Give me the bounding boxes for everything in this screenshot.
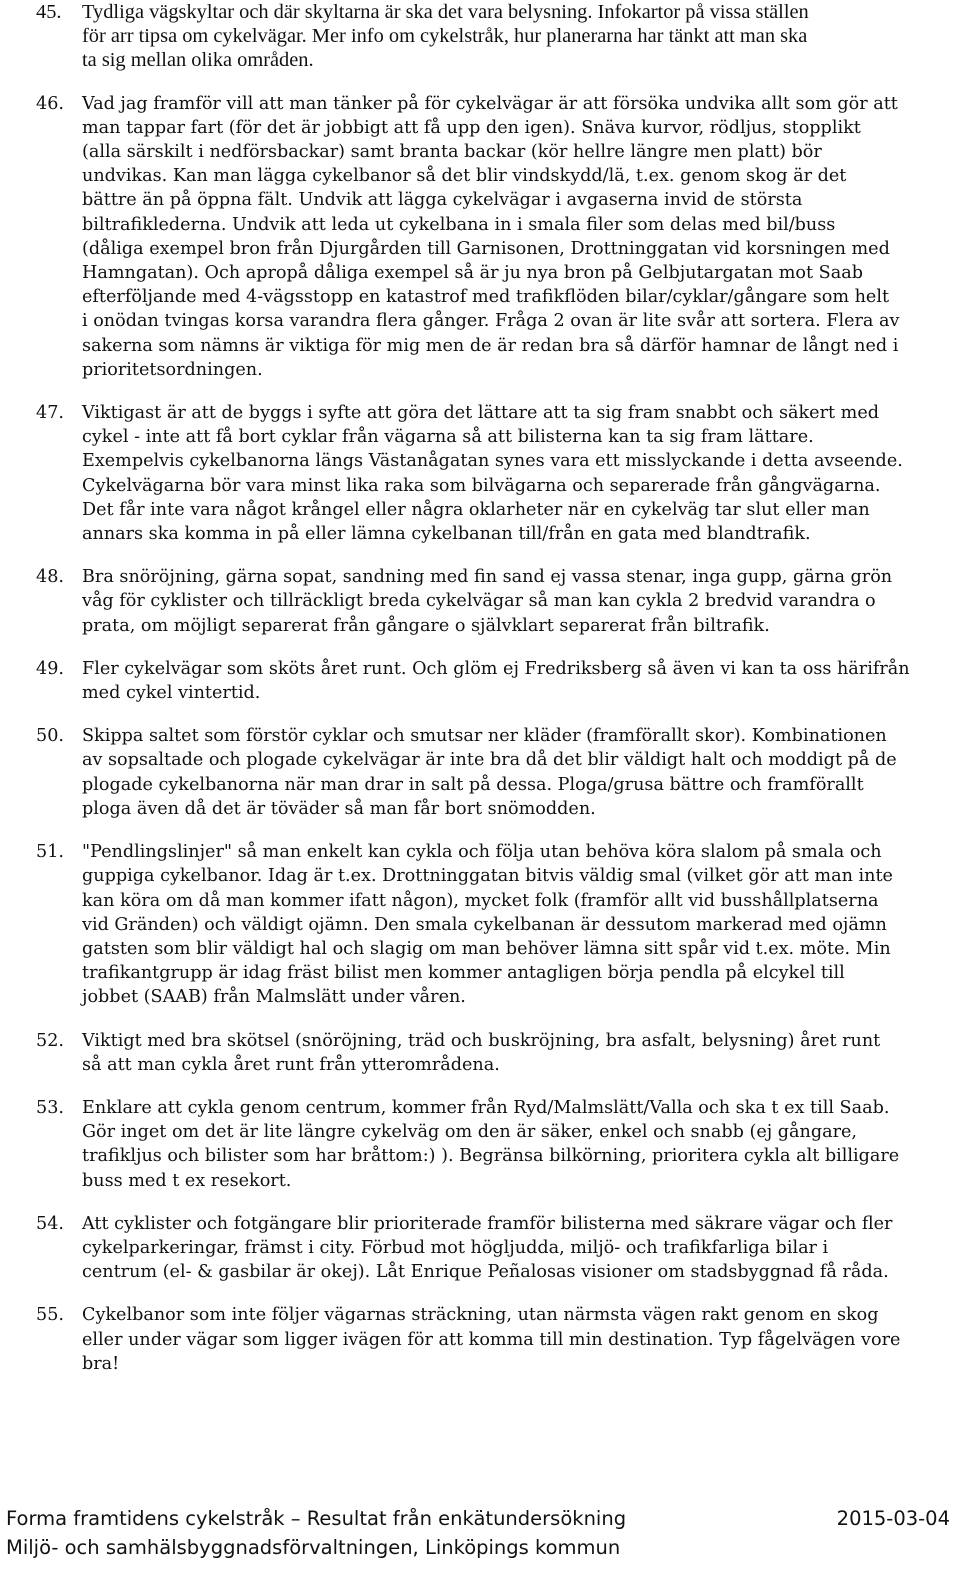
page-footer-organization [6, 1534, 950, 1561]
answer-text: Enklare att cykla genom centrum, kommer från Ryd/Malmslätt/Valla och ska t ex till Saab. Gör inget om det är lite längre cykelväg om den är säker, enkel och snabb (ej gångare, trafikljus och bilister som har bråttom:) ). Begränsa bilkörning, prioritera cykla alt billigare buss med t ex resekort. [82, 1097, 900, 1191]
page-footer [6, 1505, 950, 1532]
answer-text: Viktigt med bra skötsel (snöröjning, träd och buskröjning, bra asfalt, belysning) året runt så att man cykla året runt från ytterområdena. [82, 1030, 881, 1075]
answer-text: Tydliga vägskyltar och där skyltarna är ska det vara belysning. Infokartor på vissa ställen för arr tipsa om cykelvägar. Mer info om cykelstråk, hur planerarna har tänkt att man ska ta sig mellan olika områden. [82, 1, 809, 72]
answer-item-47 [36, 401, 954, 546]
answer-item-54 [36, 1212, 954, 1285]
survey-answers-list [36, 0, 954, 1395]
answer-number: 45. [36, 1, 62, 23]
footer-title-row [6, 1505, 950, 1532]
answer-number: 50. [36, 726, 64, 747]
answer-text: "Pendlingslinjer" så man enkelt kan cykla och följa utan behöva köra slalom på smala och guppiga cykelbanor. Idag är t.ex. Drottninggatan bitvis väldig smal (vilket gör att man inte kan köra om då man kommer ifatt någon), mycket folk (framför allt vid busshållplatserna vid Gränden) och väldigt ojämn. Den smala cykelbanan är dessutom markerad med ojämn gatsten som blir väldigt hal och slagig om man behöver lämna sitt spår vid t.ex. möte. Min trafikantgrupp är idag fräst bilist men kommer antagligen börja pendla på elcykel till jobbet (SAAB) från Malmslätt under våren. [82, 842, 893, 1008]
answer-item-50 [36, 724, 954, 821]
answer-number: 54. [36, 1213, 64, 1234]
answer-text: Fler cykelvägar som sköts året runt. Och glöm ej Fredriksberg så även vi kan ta oss härifrån med cykel vintertid. [82, 658, 910, 704]
answer-text: Viktigast är att de byggs i syfte att göra det lättare att ta sig fram snabbt och säkert med cykel - inte att få bort cyklar från vägarna så att bilisterna kan ta sig fram lättare. Exempelvis cykelbanorna längs Västanågatan synes vara ett misslyckande i detta avseende. Cykelvägarna bör vara minst lika raka som bilvägarna och separerade från gångvägarna. Det får inte vara något krångel eller några oklarheter när en cykelväg tar slut eller man annars ska komma in på eller lämna cykelbanan till/från en gata med blandtrafik. [82, 403, 903, 545]
answer-text: Att cyklister och fotgängare blir prioriterade framför bilisterna med säkrare vägar och fler cykelparkeringar, främst i city. Förbud mot högljudda, miljö- och trafikfarliga bilar i centrum (el- & gasbilar är okej). Låt Enrique Peñalosas visioner om stadsbyggnad få råda. [82, 1213, 893, 1283]
answer-number: 52. [36, 1030, 64, 1051]
answer-number: 53. [36, 1097, 64, 1118]
footer-report-title: Forma framtidens cykelstråk – Resultat från enkätundersökning [6, 1507, 627, 1530]
footer-date: 2015-03-04 [836, 1507, 950, 1530]
answer-text: Vad jag framför vill att man tänker på för cykelvägar är att försöka undvika allt som gör att man tappar fart (för det är jobbigt att få upp den igen). Snäva kurvor, rödljus, stopplikt (alla särskilt i nedförsbackar) samt branta backar (kör hellre längre men platt) bör undvikas. Kan man lägga cykelbanor så det blir vindskydd/lä, t.ex. genom skog är det bättre än på öppna fält. Undvik att lägga cykelvägar i avgaserna invid de största biltrafiklederna. Undvik att leda ut cykelbana in i smala filer som delas med bil/buss (dåliga exempel bron från Djurgården till Garnisonen, Drottninggatan vid korsningen med Hamngatan). Och apropå dåliga exempel så är ju nya bron på Gelbjutargatan mot Saab efterföljande med 4-vägsstopp en katastrof med trafikflöden bilar/cyklar/gångare som helt i onödan tvingas korsa varandra flera gånger. Fråga 2 ovan är lite svår att sortera. Flera av sakerna som nämns är viktiga för mig men de är redan bra så därför hamnar de långt ned i prioritetsordningen. [82, 93, 900, 380]
answer-item-52 [36, 1029, 954, 1077]
answer-number: 51. [36, 842, 64, 863]
answer-number: 48. [36, 567, 64, 588]
answer-item-45 [36, 0, 954, 73]
answer-number: 49. [36, 658, 64, 679]
answer-item-51 [36, 840, 954, 1009]
answer-number: 46. [36, 93, 64, 114]
answer-item-55 [36, 1303, 954, 1376]
answer-text: Cykelbanor som inte följer vägarnas sträckning, utan närmsta vägen rakt genom en skog eller under vägar som ligger ivägen för att komma till min destination. Typ fågelvägen vore bra! [82, 1305, 901, 1374]
answer-number: 55. [36, 1305, 64, 1326]
answer-item-46 [36, 92, 954, 382]
footer-organization: Miljö- och samhälsbyggnadsförvaltningen, Linköpings kommun [6, 1536, 621, 1559]
answer-item-53 [36, 1096, 954, 1193]
footer-organization-row [6, 1534, 950, 1561]
answer-number: 47. [36, 403, 64, 424]
answer-text: Skippa saltet som förstör cyklar och smutsar ner kläder (framförallt skor). Kombinationen av sopsaltade och plogade cykelvägar är inte bra då det blir väldigt halt och moddigt på de plogade cykelbanorna när man drar in salt på dessa. Ploga/grusa bättre och framförallt ploga även då det är töväder så man får bort snömodden. [82, 726, 897, 819]
answer-item-49 [36, 657, 954, 705]
answer-text: Bra snöröjning, gärna sopat, sandning med fin sand ej vassa stenar, inga gupp, gärna grön våg för cyklister och tillräckligt breda cykelvägar så man kan cykla 2 bredvid varandra o prata, om möjligt separerat från gångare o självklart separerat från biltrafik. [82, 567, 893, 636]
answer-item-48 [36, 565, 954, 638]
